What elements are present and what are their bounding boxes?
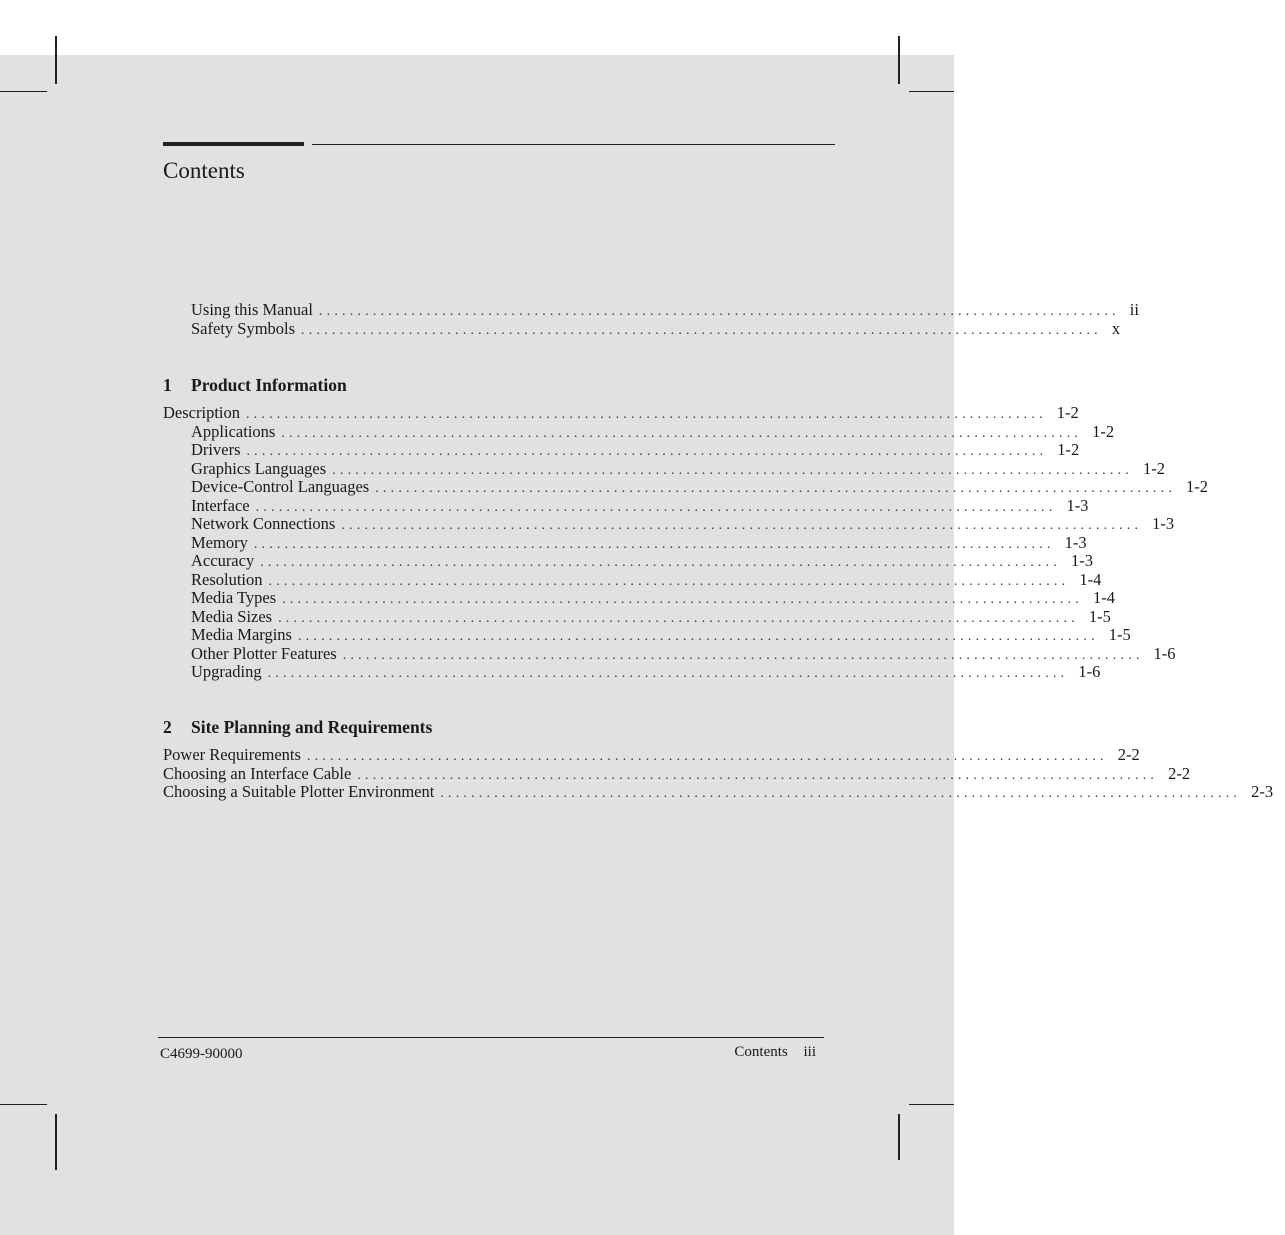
toc-entry-page: 1-2 — [1186, 477, 1209, 496]
toc-entry[interactable] — [163, 625, 1131, 645]
crop-mark — [898, 1114, 900, 1160]
toc-entry-label: Network Connections — [191, 514, 336, 533]
crop-mark — [0, 91, 47, 92]
toc-entry[interactable] — [163, 662, 1101, 682]
toc-entry-label: Power Requirements — [163, 745, 301, 764]
crop-mark — [55, 1114, 57, 1170]
leader-dots: ........................................................................................................ — [306, 749, 1108, 764]
chapter-heading[interactable] — [163, 375, 347, 395]
toc-entry-label: Memory — [191, 532, 248, 552]
toc-entry-page: 1-3 — [1071, 551, 1094, 570]
toc-entry[interactable] — [163, 318, 1121, 339]
part-number: C4699-90000 — [160, 1046, 243, 1062]
toc-entry[interactable] — [163, 495, 1089, 516]
toc-entry[interactable] — [163, 643, 1176, 664]
toc-entry-page: 1-4 — [1092, 588, 1115, 607]
toc-entry-label: Applications — [191, 421, 276, 441]
leader-dots: ........................................................................................................ — [267, 666, 1069, 681]
toc-entry-label: Safety Symbols — [191, 318, 296, 338]
toc-entry-page: 2-3 — [1251, 782, 1274, 801]
toc-entry-label: Description — [163, 403, 240, 422]
toc-entry-label: Choosing an Interface Cable — [163, 763, 352, 783]
toc-entry[interactable] — [163, 763, 1191, 784]
toc-entry-page: 1-6 — [1078, 662, 1101, 681]
toc-entry-page: 2-2 — [1117, 745, 1140, 764]
front-matter-list — [163, 300, 1139, 338]
crop-mark — [898, 36, 900, 84]
chapter-heading[interactable] — [163, 717, 432, 737]
footer-page-info — [734, 1044, 816, 1061]
chapter-entries — [163, 403, 1209, 682]
toc-entry-page: 1-3 — [1066, 495, 1089, 515]
crop-mark — [909, 91, 954, 92]
toc-entry-page: 1-2 — [1056, 403, 1079, 422]
leader-dots: ........................................................................................................ — [301, 322, 1102, 338]
toc-entry-page: 1-5 — [1108, 625, 1131, 644]
crop-mark — [0, 1104, 47, 1105]
toc-entry-label: Drivers — [191, 440, 241, 459]
toc-entry-page: 2-2 — [1168, 763, 1191, 783]
leader-dots: ........................................................................................................ — [253, 536, 1055, 552]
leader-dots: ........................................................................................................ — [278, 610, 1079, 626]
leader-dots: ........................................................................................................ — [375, 481, 1177, 496]
toc-entry-page: 1-4 — [1079, 569, 1102, 589]
toc-entry[interactable] — [163, 421, 1115, 442]
leader-dots: ........................................................................................................ — [260, 555, 1062, 570]
toc-entry-page: 1-3 — [1152, 514, 1175, 533]
toc-entry-label: Using this Manual — [191, 300, 313, 319]
title-rule-thin — [312, 144, 835, 145]
chapter-entries — [163, 745, 1274, 802]
toc-entry-label: Upgrading — [191, 662, 262, 681]
toc-entry-page: ii — [1129, 300, 1139, 319]
footer-rule — [158, 1037, 824, 1038]
toc-entry[interactable] — [163, 458, 1165, 479]
toc-entry[interactable] — [163, 300, 1139, 320]
leader-dots: ........................................................................................................ — [246, 444, 1048, 459]
leader-dots: ........................................................................................................ — [268, 573, 1070, 589]
toc-entry[interactable] — [163, 569, 1102, 590]
toc-entry[interactable] — [163, 782, 1274, 802]
toc-entry-label: Accuracy — [191, 551, 255, 570]
toc-entry-page: 1-2 — [1092, 421, 1115, 441]
leader-dots: ........................................................................................................ — [440, 786, 1242, 801]
leader-dots: ........................................................................................................ — [318, 304, 1120, 319]
toc-entry-label: Resolution — [191, 569, 263, 589]
toc-entry[interactable] — [163, 532, 1087, 553]
toc-entry-label: Interface — [191, 495, 250, 515]
toc-entry[interactable] — [163, 745, 1140, 765]
toc-entry-page: 1-3 — [1064, 532, 1087, 552]
chapter-title: Product Information — [191, 375, 347, 395]
toc-entry[interactable] — [163, 514, 1175, 534]
toc-entry[interactable] — [163, 588, 1115, 608]
chapter-title: Site Planning and Requirements — [191, 717, 433, 737]
leader-dots: ........................................................................................................ — [297, 629, 1099, 644]
leader-dots: ........................................................................................................ — [332, 462, 1133, 478]
toc-entry[interactable] — [163, 440, 1080, 460]
leader-dots: ........................................................................................................ — [281, 425, 1083, 441]
leader-dots: ........................................................................................................ — [282, 592, 1083, 607]
footer-section: Contents — [734, 1044, 788, 1060]
toc-entry-label: Media Sizes — [191, 606, 273, 626]
chapter-number: 1 — [163, 375, 172, 395]
toc-entry-page: 1-2 — [1057, 440, 1080, 459]
footer-page-number: iii — [803, 1044, 816, 1060]
crop-mark — [909, 1104, 954, 1105]
crop-mark — [55, 36, 57, 84]
toc-entry-page: 1-2 — [1142, 458, 1165, 478]
title-rule-thick — [163, 142, 304, 146]
leader-dots: ........................................................................................................ — [245, 407, 1047, 422]
toc-entry[interactable] — [163, 403, 1079, 423]
leader-dots: ........................................................................................................ — [255, 499, 1057, 515]
page-title: Contents — [163, 158, 245, 183]
leader-dots: ........................................................................................................ — [357, 767, 1159, 783]
toc-entry-page: 1-6 — [1153, 643, 1176, 663]
toc-entry-label: Graphics Languages — [191, 458, 327, 478]
toc-entry-label: Device-Control Languages — [191, 477, 370, 496]
toc-entry[interactable] — [163, 606, 1111, 627]
leader-dots: ........................................................................................................ — [341, 518, 1143, 533]
leader-dots: ........................................................................................................ — [342, 647, 1144, 663]
toc-entry-label: Other Plotter Features — [191, 643, 337, 663]
toc-entry-label: Media Types — [191, 588, 277, 607]
toc-entry[interactable] — [163, 477, 1209, 497]
toc-entry-page: 1-5 — [1088, 606, 1111, 626]
chapter-number: 2 — [163, 717, 172, 737]
toc-entry[interactable] — [163, 551, 1094, 571]
toc-entry-label: Choosing a Suitable Plotter Environment — [163, 782, 435, 801]
toc-entry-label: Media Margins — [191, 625, 292, 644]
toc-entry-page: x — [1111, 318, 1121, 338]
